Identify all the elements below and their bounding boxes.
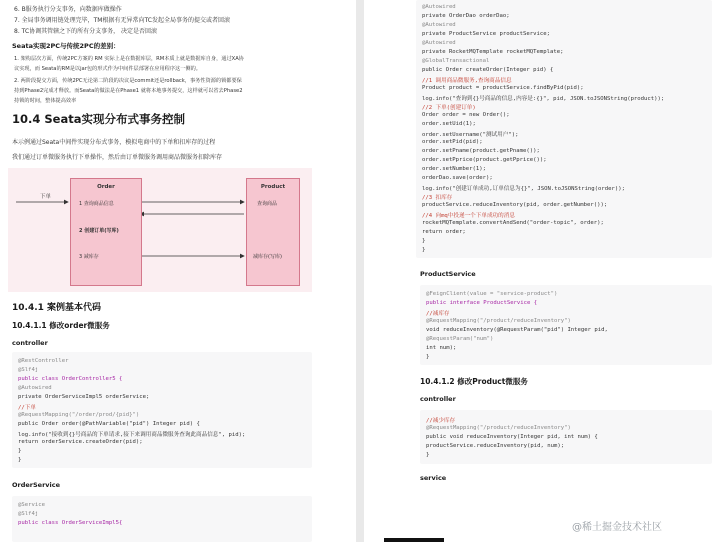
compare-item: 1. 架构层次方面，传统2PC方案的 RM 实际上是在数据库层，RM本质上就是数据库自身，通过XA协: [14, 56, 244, 62]
code-line: }: [18, 457, 22, 463]
label-controller: controller: [12, 339, 48, 347]
service-code-block: [12, 496, 312, 542]
code-line: productService.reduceInventory(pid, num);: [426, 443, 565, 449]
code-line: @Service: [18, 502, 45, 508]
product-controller-code-block: [420, 410, 712, 464]
code-line: }: [426, 354, 430, 360]
code-line: @RestController: [18, 358, 69, 364]
order-step: 2 创建订单(写库): [79, 228, 119, 234]
product-box: [246, 178, 300, 286]
architecture-diagram: [8, 168, 312, 292]
page-bottom-bar: [384, 538, 444, 542]
right-page: [364, 0, 720, 542]
code-line: int num);: [426, 345, 457, 351]
code-line: @Autowired: [422, 40, 456, 46]
watermark: @稀土掘金技术社区: [572, 522, 662, 533]
compare-item: 议实现，而 Seata的RM是以jar包的形式作为中间件层部署在应用程序这一侧的。: [14, 66, 201, 72]
label-service: service: [420, 474, 447, 482]
code-line: public interface ProductService {: [426, 300, 538, 306]
code-line: return order;: [422, 229, 466, 235]
product-step: 查询商品: [257, 201, 278, 207]
code-line: order.setPname(product.getPname());: [422, 148, 540, 154]
code-line: order.setPprice(product.getPprice());: [422, 157, 547, 163]
heading-case: 10.4.1 案例基本代码: [12, 303, 102, 313]
section-title: 10.4 Seata实现分布式事务控制: [12, 112, 185, 126]
label-product-service: ProductService: [420, 270, 476, 278]
code-line: //4 向mq中投递一个下单成功的消息: [422, 213, 515, 219]
label-controller: controller: [420, 395, 456, 403]
intro-line: 8. TC协调其管辖之下的所有分支事务， 决定是否回滚: [14, 28, 158, 35]
code-line: Order order = new Order();: [422, 112, 510, 118]
code-line: }: [422, 238, 426, 244]
code-line: @Autowired: [422, 22, 456, 28]
order-step: 1 查询商品信息: [79, 201, 114, 207]
code-line: //2 下单(创建订单): [422, 105, 476, 111]
code-line: @FeignClient(value = "service-product"): [426, 291, 558, 297]
code-line: //下单: [18, 405, 36, 411]
intro-line: 7. 全局事务调用链处理完毕，TM根据有无异常向TC发起全局事务的提交或者回滚: [14, 17, 230, 24]
label-order-service: OrderService: [12, 481, 61, 489]
intro-line: 6. B服务执行分支事务，向数据库做操作: [14, 6, 122, 13]
code-line: log.info("接收到{}号商品的下单请求,接下来调用商品微服务查询此商品信息", pid);: [18, 432, 246, 438]
code-line: //3 扣库存: [422, 195, 453, 201]
heading-product: 10.4.1.2 修改Product微服务: [420, 377, 528, 386]
code-line: Product product = productService.findByPid(pid);: [422, 85, 584, 91]
code-line: }: [426, 452, 430, 458]
code-line: @Slf4j: [18, 511, 39, 517]
order-title: Order: [97, 184, 115, 190]
section-desc: 本示例通过Seata中间件实现分布式事务，模拟电商中的下单和扣库存的过程: [12, 139, 216, 146]
code-line: void reduceInventory(@RequestParam("pid") Integer pid,: [426, 327, 608, 333]
code-line: public class OrderServiceImpl5{: [18, 520, 123, 526]
compare-item: 2. 两阶段提交方面，传统2PC无论第二阶段的决议是commit还是rollback，事务性资源的锁都要保: [14, 78, 242, 84]
code-line: @RequestMapping("/order/prod/{pid}"): [18, 412, 140, 418]
compare-item: 持到Phase2完成才释放。而Seata的做法是在Phase1 就将本地事务提交，这样就可以省去Phase2: [14, 88, 243, 94]
code-line: private RocketMQTemplate rocketMQTemplate;: [422, 49, 564, 55]
code-line: private ProductService productService;: [422, 31, 550, 37]
code-line: public class OrderController5 {: [18, 376, 123, 382]
code-line: private OrderServiceImpl5 orderService;: [18, 394, 150, 400]
heading-order: 10.4.1.1 修改order微服务: [12, 321, 110, 330]
product-step: 减库存(写库): [253, 254, 282, 260]
code-line: orderDao.save(order);: [422, 175, 493, 181]
code-line: }: [18, 448, 22, 454]
code-line: private OrderDao orderDao;: [422, 13, 510, 19]
code-line: //减少库存: [426, 418, 456, 424]
code-line: log.info("创建订单成功,订单信息为{}", JSON.toJSONString(order));: [422, 186, 625, 192]
code-line: order.setNumber(1);: [422, 166, 486, 172]
section-desc: 我们通过订单微服务执行下单操作，然后由订单微服务调用商品微服务扣除库存: [12, 154, 223, 161]
order-step: 3 减库存: [79, 254, 99, 260]
code-line: @RequestMapping("/product/reduceInventory"): [426, 318, 571, 324]
compare-heading: Seata实现2PC与传统2PC的差别：: [12, 42, 120, 50]
code-line: @Autowired: [18, 385, 52, 391]
code-line: order.setUid(1);: [422, 121, 476, 127]
product-service-code-block: [420, 285, 712, 365]
product-title: Product: [260, 184, 286, 190]
left-page: [0, 0, 356, 542]
code-line: rocketMQTemplate.convertAndSend("order-topic", order);: [422, 220, 604, 226]
code-line: productService.reduceInventory(pid, order.getNumber());: [422, 202, 608, 208]
code-line: @Autowired: [422, 4, 456, 10]
code-line: @Slf4j: [18, 367, 39, 373]
code-line: //减库存: [426, 311, 450, 317]
compare-item: 持锁的时间，整体提高效率: [14, 98, 77, 104]
code-line: public void reduceInventory(Integer pid, int num) {: [426, 434, 598, 440]
order-box: [70, 178, 142, 286]
code-line: //1 调用商品微服务,查询商品信息: [422, 78, 512, 84]
code-line: order.setPid(pid);: [422, 139, 483, 145]
code-line: @GlobalTransactional: [422, 58, 490, 64]
controller-code-block: [12, 352, 312, 468]
code-line: log.info("查询到{}号商品的信息,内容是:{}", pid, JSON.toJSONString(product));: [422, 96, 665, 102]
code-line: return orderService.createOrder(pid);: [18, 439, 143, 445]
entry-label: 下单: [40, 194, 52, 200]
code-line: @RequestParam("num"): [426, 336, 494, 342]
code-line: @RequestMapping("/product/reduceInventory"): [426, 425, 571, 431]
order-service-code-block: [416, 0, 712, 258]
code-line: public Order createOrder(Integer pid) {: [422, 67, 554, 73]
code-line: }: [422, 247, 426, 253]
code-line: public Order order(@PathVariable("pid") Integer pid) {: [18, 421, 200, 427]
code-line: order.setUsername("测试用户");: [422, 132, 519, 138]
